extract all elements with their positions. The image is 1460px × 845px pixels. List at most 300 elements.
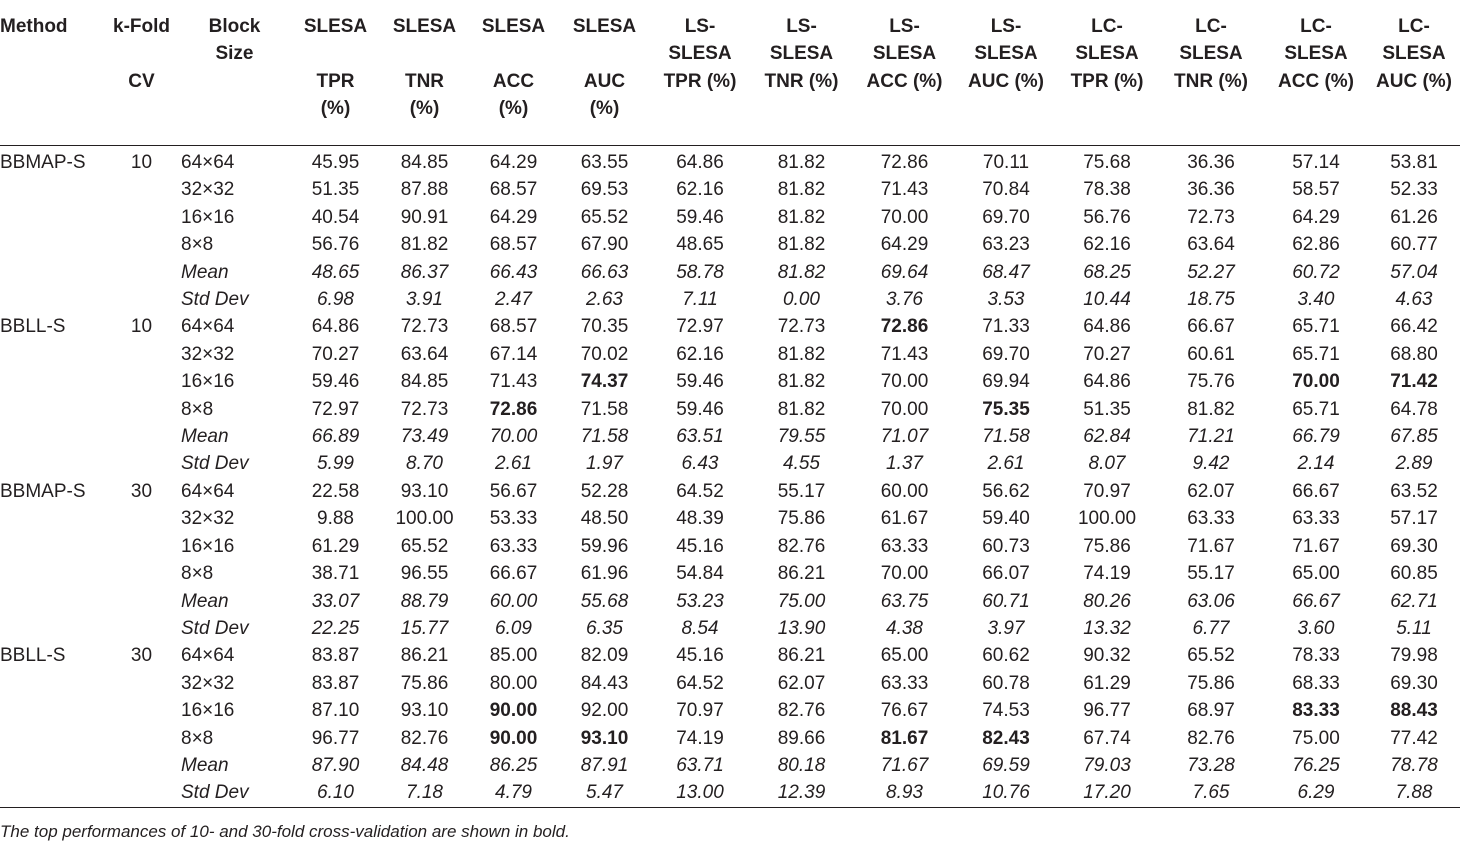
value-cell: 72.73	[400, 398, 449, 420]
value-cell: 72.86	[880, 152, 929, 173]
method-cell	[0, 396, 104, 423]
value-cell: 60.78	[982, 672, 1030, 694]
value-cell: 63.06	[1187, 590, 1235, 612]
value-cell: 96.77	[311, 727, 360, 749]
value-cell: 66.67	[1292, 480, 1340, 502]
value-cell: 69.70	[982, 343, 1030, 365]
value-cell: 68.25	[1083, 261, 1131, 283]
header-line: Block	[208, 16, 261, 37]
header-line: ACC (%)	[1278, 70, 1354, 92]
value-cell: 13.32	[1083, 617, 1131, 639]
value-cell: 65.00	[880, 645, 929, 667]
kfold-cell	[104, 176, 179, 203]
value-cell: 87.88	[400, 179, 449, 201]
value-cell: 70.27	[1083, 343, 1131, 365]
table-row	[0, 642, 1460, 669]
method-cell	[0, 533, 104, 560]
method-cell	[0, 204, 104, 231]
value-cell: 90.00	[489, 727, 538, 749]
table-row	[0, 396, 1460, 423]
method-cell	[0, 779, 104, 807]
value-cell: 66.89	[311, 426, 360, 448]
table-row	[0, 313, 1460, 340]
value-cell: 63.33	[880, 672, 929, 694]
value-cell: 2.63	[586, 289, 623, 311]
header-line: LS-	[990, 16, 1022, 37]
value-cell: 17.20	[1056, 779, 1158, 807]
block-size-cell: 16×16	[181, 371, 235, 393]
value-cell: 64.29	[489, 206, 538, 228]
table-row	[0, 368, 1460, 395]
block-size-cell: Std Dev	[181, 617, 249, 639]
value-cell: 68.97	[1187, 700, 1235, 722]
value-cell: 62.16	[676, 179, 724, 201]
method-cell	[0, 752, 104, 779]
kfold-cell: 10	[130, 316, 153, 338]
block-size-cell: 32×32	[181, 343, 235, 365]
kfold-cell	[104, 286, 179, 313]
value-cell: 75.68	[1083, 152, 1131, 173]
table-row	[0, 231, 1460, 258]
value-cell: 2.61	[495, 453, 532, 475]
value-cell: 69.30	[1390, 672, 1438, 694]
value-cell: 38.71	[311, 563, 360, 585]
value-cell: 3.76	[886, 289, 923, 311]
column-header	[290, 0, 381, 146]
block-size-cell: 16×16	[181, 535, 235, 557]
value-cell: 59.46	[676, 206, 724, 228]
column-header	[650, 0, 750, 146]
value-cell: 7.18	[381, 779, 468, 807]
value-cell: 59.46	[311, 371, 360, 393]
value-cell: 13.90	[777, 617, 826, 639]
value-cell: 2.14	[1297, 453, 1335, 475]
value-cell: 70.00	[880, 371, 929, 393]
value-cell: 88.79	[400, 590, 449, 612]
header-line: (%)	[320, 97, 351, 119]
value-cell: 77.42	[1390, 727, 1438, 749]
value-cell: 62.16	[1083, 234, 1131, 256]
value-cell: 81.82	[777, 234, 826, 256]
kfold-cell	[104, 670, 179, 697]
value-cell: 70.27	[311, 343, 360, 365]
header-line: CV	[128, 70, 155, 92]
value-cell: 64.86	[1083, 371, 1131, 393]
value-cell: 55.68	[580, 590, 629, 612]
value-cell: 69.70	[982, 206, 1030, 228]
value-cell: 68.57	[489, 179, 538, 201]
value-cell: 74.19	[676, 727, 724, 749]
column-header	[468, 0, 559, 146]
header-line: TPR (%)	[1070, 70, 1144, 92]
value-cell: 76.67	[880, 700, 929, 722]
value-cell: 51.35	[1083, 398, 1131, 420]
header-line: LC-	[1091, 16, 1123, 37]
table-row	[0, 478, 1460, 505]
method-cell	[0, 259, 104, 286]
value-cell: 6.09	[495, 617, 532, 639]
table-row	[0, 204, 1460, 231]
value-cell: 93.10	[400, 700, 449, 722]
value-cell: 64.86	[311, 316, 360, 338]
method-cell	[0, 286, 104, 313]
header-line: (%)	[498, 97, 529, 119]
value-cell: 48.50	[580, 508, 629, 530]
value-cell: 64.86	[1083, 316, 1131, 338]
value-cell: 60.77	[1390, 234, 1438, 256]
value-cell: 60.00	[880, 480, 929, 502]
method-cell	[0, 368, 104, 395]
value-cell: 73.28	[1187, 754, 1235, 776]
value-cell: 65.52	[580, 206, 629, 228]
value-cell: 3.53	[987, 289, 1025, 311]
table-caption: The top performances of 10- and 30-fold cross-validation are shown in bold.	[0, 822, 570, 841]
value-cell: 72.73	[777, 316, 826, 338]
value-cell: 57.17	[1390, 508, 1438, 530]
value-cell: 6.77	[1192, 617, 1230, 639]
header-line: LC-	[1398, 16, 1430, 37]
method-cell	[0, 560, 104, 587]
header-line	[104, 40, 179, 67]
table-row	[0, 146, 1460, 177]
value-cell: 53.23	[676, 590, 724, 612]
value-cell: 71.43	[489, 371, 538, 393]
kfold-cell	[104, 697, 179, 724]
value-cell: 81.82	[777, 398, 826, 420]
value-cell: 59.46	[676, 371, 724, 393]
value-cell: 64.52	[676, 672, 724, 694]
value-cell: 87.10	[311, 700, 360, 722]
value-cell: 62.71	[1390, 590, 1438, 612]
header-line: LS-	[684, 16, 716, 37]
value-cell: 87.90	[311, 754, 360, 776]
value-cell: 81.82	[777, 179, 826, 201]
value-cell: 81.82	[400, 234, 449, 256]
value-cell: 4.63	[1395, 289, 1433, 311]
value-cell: 81.82	[777, 343, 826, 365]
column-header	[381, 0, 468, 146]
header-line: (%)	[589, 97, 620, 119]
value-cell: 2.89	[1395, 453, 1433, 475]
kfold-cell	[104, 231, 179, 258]
value-cell: 4.38	[886, 617, 923, 639]
value-cell: 83.87	[311, 672, 360, 694]
value-cell: 67.14	[489, 343, 538, 365]
value-cell: 65.71	[1292, 316, 1340, 338]
block-size-cell: 16×16	[181, 206, 235, 228]
header-line	[381, 40, 468, 67]
kfold-cell: 30	[130, 480, 153, 502]
value-cell: 89.66	[777, 727, 826, 749]
value-cell: 81.82	[777, 261, 826, 283]
table-row	[0, 697, 1460, 724]
value-cell: 53.33	[489, 508, 538, 530]
header-line: Size	[215, 43, 254, 65]
block-size-cell: Std Dev	[181, 289, 249, 311]
method-cell	[0, 231, 104, 258]
value-cell: 2.47	[495, 289, 532, 311]
value-cell: 22.25	[311, 617, 360, 639]
header-line: SLESA	[668, 43, 732, 65]
value-cell: 58.78	[676, 261, 724, 283]
value-cell: 82.09	[580, 645, 629, 667]
value-cell: 56.62	[982, 480, 1030, 502]
value-cell: 78.78	[1390, 754, 1438, 776]
kfold-cell	[104, 725, 179, 752]
value-cell: 81.82	[777, 371, 826, 393]
value-cell: 6.29	[1264, 779, 1368, 807]
value-cell: 8.93	[853, 779, 956, 807]
header-line: SLESA	[572, 16, 637, 37]
value-cell: 15.77	[400, 617, 449, 639]
method-cell: BBLL-S	[0, 316, 66, 338]
value-cell: 62.07	[777, 672, 826, 694]
value-cell: 69.30	[1390, 535, 1438, 557]
value-cell: 53.81	[1390, 152, 1438, 173]
value-cell: 66.07	[982, 563, 1030, 585]
column-header	[1158, 0, 1264, 146]
value-cell: 4.79	[468, 779, 559, 807]
value-cell: 75.35	[982, 398, 1030, 420]
value-cell: 86.37	[400, 261, 449, 283]
value-cell: 83.87	[311, 645, 360, 667]
value-cell: 4.55	[783, 453, 820, 475]
method-cell	[0, 615, 104, 642]
block-size-cell: 8×8	[181, 563, 214, 585]
value-cell: 51.35	[311, 179, 360, 201]
value-cell: 3.91	[406, 289, 443, 311]
value-cell: 45.16	[676, 535, 724, 557]
header-line: LS-	[889, 16, 920, 37]
value-cell: 8.54	[681, 617, 719, 639]
value-cell: 10.44	[1083, 289, 1131, 311]
value-cell: 66.43	[489, 261, 538, 283]
value-cell: 62.84	[1083, 426, 1131, 448]
value-cell: 93.10	[400, 480, 449, 502]
value-cell: 1.37	[886, 453, 923, 475]
header-line	[559, 40, 650, 67]
block-size-cell: 8×8	[181, 234, 214, 256]
header-line: TNR (%)	[1174, 70, 1248, 92]
value-cell: 82.76	[777, 700, 826, 722]
table-body	[0, 146, 1460, 808]
value-cell: 64.52	[676, 480, 724, 502]
value-cell: 5.47	[559, 779, 650, 807]
value-cell: 71.21	[1187, 426, 1235, 448]
value-cell: 65.52	[1187, 645, 1235, 667]
column-header	[104, 0, 179, 146]
value-cell: 81.67	[880, 727, 929, 749]
value-cell: 61.26	[1390, 206, 1438, 228]
value-cell: 78.33	[1292, 645, 1340, 667]
value-cell: 33.07	[311, 590, 360, 612]
value-cell: 84.43	[580, 672, 629, 694]
value-cell: 76.25	[1292, 754, 1340, 776]
value-cell: 70.00	[489, 426, 538, 448]
kfold-cell	[104, 533, 179, 560]
value-cell: 63.75	[880, 590, 929, 612]
kfold-cell	[104, 560, 179, 587]
header-line: Method	[0, 16, 68, 37]
block-size-cell: Std Dev	[179, 779, 290, 807]
value-cell: 68.33	[1292, 672, 1340, 694]
value-cell: 71.58	[580, 426, 629, 448]
header-line: AUC (%)	[968, 70, 1044, 92]
value-cell: 69.64	[880, 261, 929, 283]
value-cell: 10.76	[956, 779, 1056, 807]
value-cell: 74.53	[982, 700, 1030, 722]
block-size-cell: 8×8	[181, 727, 214, 749]
value-cell: 70.00	[880, 563, 929, 585]
value-cell: 7.65	[1158, 779, 1264, 807]
header-line: LS-	[786, 16, 817, 37]
value-cell: 67.74	[1083, 727, 1131, 749]
value-cell: 74.19	[1083, 563, 1131, 585]
value-cell: 90.32	[1083, 645, 1131, 667]
value-cell: 75.00	[777, 590, 826, 612]
method-cell	[0, 176, 104, 203]
value-cell: 8.70	[406, 453, 443, 475]
value-cell: 66.42	[1390, 316, 1438, 338]
value-cell: 64.78	[1390, 398, 1438, 420]
value-cell: 61.29	[311, 535, 360, 557]
value-cell: 63.64	[400, 343, 449, 365]
value-cell: 57.14	[1292, 152, 1340, 173]
method-cell	[0, 670, 104, 697]
value-cell: 72.73	[1187, 206, 1235, 228]
value-cell: 87.91	[580, 754, 629, 776]
value-cell: 54.84	[676, 563, 724, 585]
column-header	[1056, 0, 1158, 146]
block-size-cell: Mean	[181, 426, 229, 448]
value-cell: 45.16	[676, 645, 724, 667]
value-cell: 36.36	[1187, 152, 1235, 173]
value-cell: 70.97	[676, 700, 724, 722]
header-line: SLESA	[1075, 43, 1139, 65]
header-line: ACC	[492, 70, 535, 92]
value-cell: 7.11	[682, 289, 718, 311]
value-cell: 63.33	[1292, 508, 1340, 530]
value-cell: 60.85	[1390, 563, 1438, 585]
value-cell: 75.86	[1187, 672, 1235, 694]
value-cell: 68.47	[982, 261, 1030, 283]
value-cell: 84.85	[400, 371, 449, 393]
table-row	[0, 176, 1460, 203]
value-cell: 86.21	[400, 645, 449, 667]
value-cell: 96.77	[1083, 700, 1131, 722]
kfold-cell	[104, 423, 179, 450]
table-row	[0, 423, 1460, 450]
value-cell: 12.39	[750, 779, 853, 807]
header-line	[290, 40, 381, 67]
column-header	[0, 0, 104, 146]
table-row	[0, 505, 1460, 532]
column-header	[179, 0, 290, 146]
table-row	[0, 341, 1460, 368]
value-cell: 57.04	[1390, 261, 1438, 283]
value-cell: 3.97	[987, 617, 1025, 639]
value-cell: 48.65	[676, 234, 724, 256]
method-cell: BBMAP-S	[0, 480, 86, 502]
value-cell: 80.00	[489, 672, 538, 694]
header-line: LC-	[1300, 16, 1332, 37]
value-cell: 93.10	[580, 727, 629, 749]
block-size-cell: 32×32	[181, 672, 235, 694]
value-cell: 60.00	[489, 590, 538, 612]
header-line	[468, 40, 559, 67]
method-cell	[0, 725, 104, 752]
value-cell: 60.73	[982, 535, 1030, 557]
block-size-cell: Mean	[181, 261, 229, 283]
value-cell: 59.96	[580, 535, 629, 557]
header-line: SLESA	[303, 16, 368, 37]
block-size-cell: 16×16	[181, 700, 235, 722]
block-size-cell: 64×64	[181, 480, 235, 502]
value-cell: 71.42	[1390, 371, 1438, 393]
table-row	[0, 286, 1460, 313]
value-cell: 68.57	[489, 234, 538, 256]
value-cell: 59.46	[676, 398, 724, 420]
table-row	[0, 615, 1460, 642]
value-cell: 65.71	[1292, 343, 1340, 365]
value-cell: 71.67	[1187, 535, 1235, 557]
block-size-cell: 64×64	[181, 152, 235, 173]
value-cell: 52.27	[1187, 261, 1235, 283]
value-cell: 75.86	[400, 672, 449, 694]
method-cell	[0, 423, 104, 450]
header-line: SLESA	[392, 16, 457, 37]
value-cell: 13.00	[650, 779, 750, 807]
header-line: SLESA	[769, 43, 834, 65]
value-cell: 64.29	[880, 234, 929, 256]
value-cell: 70.35	[580, 316, 629, 338]
value-cell: 1.97	[586, 453, 623, 475]
value-cell: 82.76	[1187, 727, 1235, 749]
value-cell: 60.62	[982, 645, 1030, 667]
value-cell: 79.98	[1390, 645, 1438, 667]
value-cell: 82.76	[777, 535, 826, 557]
column-header	[559, 0, 650, 146]
value-cell: 0.00	[783, 289, 820, 311]
value-cell: 75.76	[1187, 371, 1235, 393]
value-cell: 70.00	[1292, 371, 1340, 393]
value-cell: 65.00	[1292, 563, 1340, 585]
method-cell	[0, 505, 104, 532]
value-cell: 74.37	[580, 371, 629, 393]
block-size-cell: Std Dev	[181, 453, 249, 475]
header-line: SLESA	[481, 16, 546, 37]
column-header	[1264, 0, 1368, 146]
value-cell: 84.48	[400, 754, 449, 776]
kfold-cell	[104, 368, 179, 395]
value-cell: 71.67	[1292, 535, 1340, 557]
value-cell: 73.49	[400, 426, 449, 448]
value-cell: 69.94	[982, 371, 1030, 393]
value-cell: 100.00	[395, 508, 454, 530]
block-size-cell: 64×64	[181, 316, 235, 338]
value-cell: 7.88	[1368, 779, 1460, 807]
table-row	[0, 560, 1460, 587]
value-cell: 2.61	[987, 453, 1025, 475]
header-line: (%)	[409, 97, 440, 119]
header-line: TPR	[316, 70, 355, 92]
method-cell: BBMAP-S	[0, 152, 86, 173]
value-cell: 100.00	[1077, 508, 1137, 530]
value-cell: 6.43	[681, 453, 719, 475]
value-cell: 58.57	[1292, 179, 1340, 201]
value-cell: 66.67	[489, 563, 538, 585]
table-row	[0, 450, 1460, 477]
